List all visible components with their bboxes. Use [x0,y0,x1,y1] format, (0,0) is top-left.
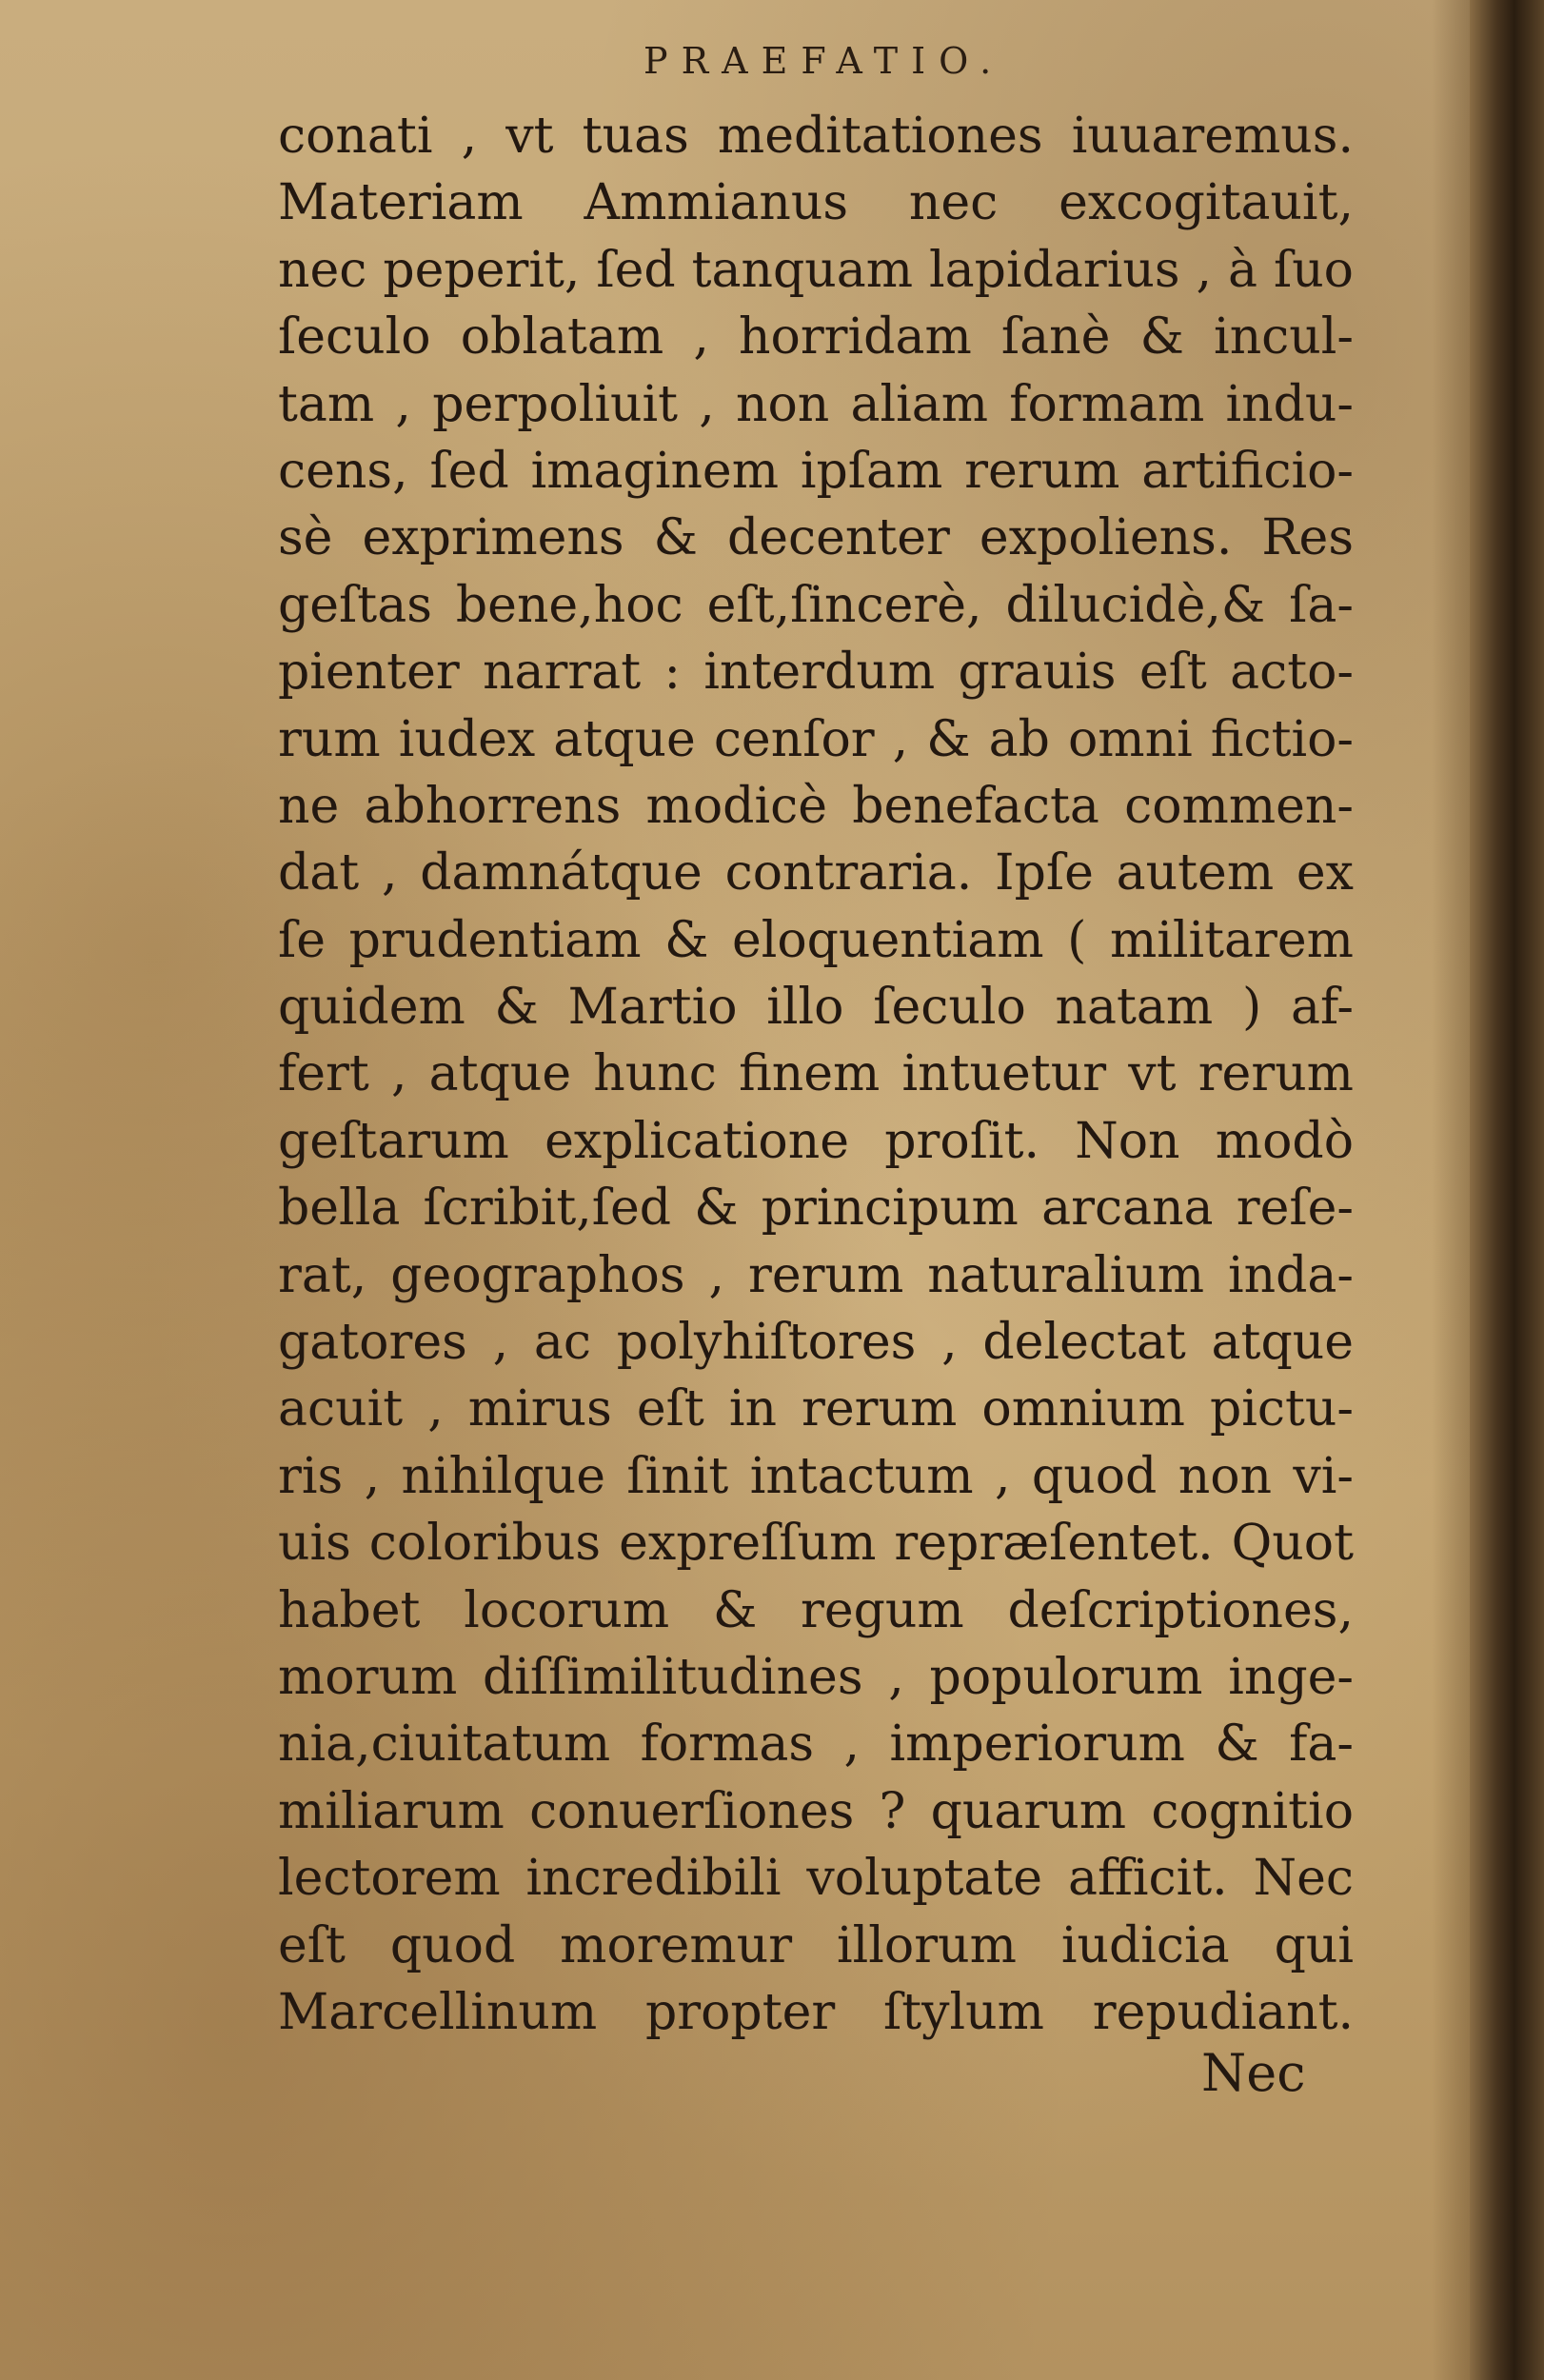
text-line: ſe prudentiam & eloquentiam ( militarem [278,911,1354,969]
book-gutter [1470,0,1544,2380]
body-text [278,103,1354,2046]
text-line: geſtas bene,hoc eſt,ſincerè, dilucidè,& ſa- [278,576,1354,634]
text-line: geſtarum explicatione proſit. Non modò [278,1112,1354,1170]
text-line: acuit , mirus eſt in rerum omnium pictu- [278,1380,1354,1438]
text-line: nia,ciuitatum formas , imperiorum & fa- [278,1716,1354,1774]
text-line: lectorem incredibili voluptate afficit. Nec [278,1850,1354,1908]
text-line: eſt quod moremur illorum iudicia qui [278,1916,1354,1974]
text-line: tam , perpoliuit , non aliam formam indu- [278,375,1354,433]
text-line: rat, geographos , rerum naturalium inda- [278,1246,1354,1304]
running-head: PRAEFATIO. [643,40,1005,82]
text-line: uis coloribus expreſſum repræſentet. Quot [278,1515,1354,1573]
text-line: gatores , ac polyhiſtores , delectat atque [278,1314,1354,1372]
gutter-shadow [1432,0,1470,2380]
text-line: morum diſſimilitudines , populorum inge- [278,1648,1354,1706]
text-line: dat , damnátque contraria. Ipſe autem ex [278,844,1354,902]
text-line: rum iudex atque cenſor , & ab omni fictio- [278,710,1354,768]
text-line: bella ſcribit,ſed & principum arcana reſe- [278,1180,1354,1238]
text-line: habet locorum & regum deſcriptiones, [278,1581,1354,1639]
text-line: Materiam Ammianus nec excogitauit, [278,174,1354,232]
text-line: conati , vt tuas meditationes iuuaremus. [278,108,1354,165]
text-line: quidem & Martio illo ſeculo natam ) af- [278,979,1354,1037]
catchword: Nec [1201,2043,1306,2103]
text-line: pienter narrat : interdum grauis eſt acto- [278,644,1354,702]
text-line: sè exprimens & decenter expoliens. Res [278,509,1354,567]
text-line: fert , atque hunc finem intuetur vt rerum [278,1045,1354,1103]
text-line: ne abhorrens modicè benefacta commen- [278,777,1354,835]
text-line: ris , nihilque ſinit intactum , quod non vi- [278,1447,1354,1505]
text-line: ſeculo oblatam , horridam ſanè & incul- [278,308,1354,367]
text-line: Marcellinum propter ſtylum repudiant. [278,1983,1354,2041]
text-line: nec peperit, ſed tanquam lapidarius , à ſuo [278,241,1354,299]
text-line: miliarum conuerſiones ? quarum cognitio [278,1782,1354,1840]
text-line: cens, ſed imaginem ipſam rerum artificio- [278,442,1354,500]
